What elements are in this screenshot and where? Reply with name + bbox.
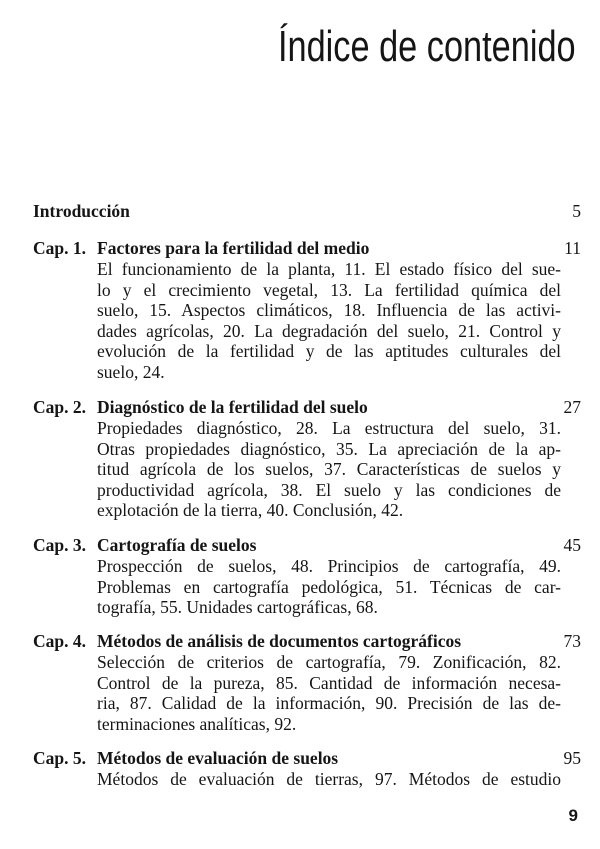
summary-line: tografía, 55. Unidades cartográficas, 68.	[97, 597, 378, 617]
summary-line: Métodos de evaluación de tierras, 97. Métodos de estudio	[97, 769, 561, 789]
summary-line: explotación de la tierra, 40. Conclusión, 42.	[97, 500, 404, 520]
chapter-page-number: 73	[563, 631, 581, 651]
summary-line: Problemas en cartografía pedológica, 51. Técnicas de car-	[97, 576, 561, 597]
summary-line: suelo, 15. Aspectos climáticos, 18. Influencia de las activi-	[97, 300, 561, 320]
chapter-page-number: 27	[563, 397, 581, 417]
summary-line: El funcionamiento de la planta, 11. El estado físico del sue-	[97, 259, 561, 279]
toc-chapter-2	[33, 397, 581, 521]
chapter-summary	[97, 652, 561, 734]
summary-line: ria, 87. Calidad de la información, 90. Precisión de las de-	[97, 693, 561, 713]
chapter-summary	[97, 259, 561, 382]
summary-line: productividad agrícola, 38. El suelo y las condiciones de	[97, 479, 561, 500]
summary-line: titud agrícola de los suelos, 37. Características de suelos y	[97, 459, 561, 479]
toc-entry-introduction	[33, 201, 581, 222]
summary-line: Otras propiedades diagnóstico, 35. La apreciación de la ap-	[97, 438, 561, 459]
chapter-title: Métodos de evaluación de suelos	[97, 748, 339, 768]
chapter-title: Factores para la fertilidad del medio	[97, 238, 370, 258]
chapter-summary	[97, 556, 561, 618]
summary-line: Prospección de suelos, 48. Principios de cartografía, 49.	[97, 556, 561, 576]
toc-chapter-4	[33, 631, 581, 734]
chapter-page-number: 11	[564, 238, 581, 258]
toc-chapter-1	[33, 238, 581, 382]
chapter-summary	[97, 769, 561, 790]
summary-line: Selección de criterios de cartografía, 79. Zonificación, 82.	[97, 652, 561, 672]
chapter-label: Cap. 3.	[33, 535, 86, 555]
chapter-label: Cap. 1.	[33, 238, 86, 258]
chapter-label: Cap. 4.	[33, 631, 86, 651]
toc-chapter-3	[33, 535, 581, 618]
chapter-label: Cap. 2.	[33, 397, 86, 417]
chapter-page-number: 95	[563, 748, 581, 768]
summary-line: Propiedades diagnóstico, 28. La estructura del suelo, 31.	[97, 418, 561, 438]
summary-line: lo y el crecimiento vegetal, 13. La fertilidad química del	[97, 279, 561, 300]
summary-line: evolución de la fertilidad y de las aptitudes culturales del	[97, 341, 561, 361]
chapter-label: Cap. 5.	[33, 748, 86, 768]
chapter-title: Cartografía de suelos	[97, 535, 257, 555]
page-number: 9	[568, 806, 578, 825]
intro-page-number: 5	[572, 201, 581, 221]
chapter-summary	[97, 418, 561, 521]
toc-chapter-5	[33, 748, 581, 790]
chapter-title: Métodos de análisis de documentos cartográficos	[97, 631, 462, 651]
summary-line: dades agrícolas, 20. La degradación del suelo, 21. Control y	[97, 320, 561, 341]
intro-label: Introducción	[33, 201, 130, 221]
summary-line: Control de la pureza, 85. Cantidad de información necesa-	[97, 672, 561, 693]
summary-line: suelo, 24.	[97, 361, 165, 382]
summary-line: terminaciones analíticas, 92.	[97, 713, 297, 734]
chapter-page-number: 45	[563, 535, 581, 555]
page-title: Índice de contenido	[278, 22, 576, 71]
chapter-title: Diagnóstico de la fertilidad del suelo	[97, 397, 368, 417]
